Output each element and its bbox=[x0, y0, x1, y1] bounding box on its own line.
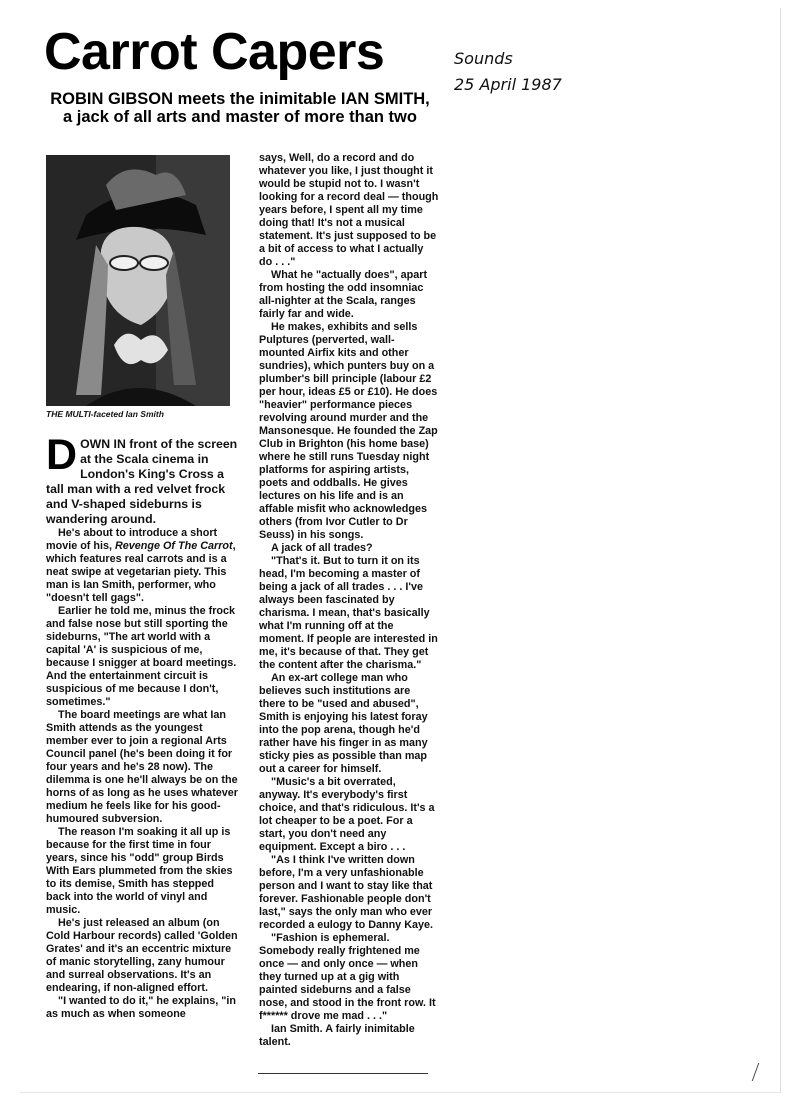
portrait-illustration bbox=[46, 155, 230, 406]
paragraph: He makes, exhibits and sells Pulptures (perverted, wall-mounted Airfix kits and other sundries), which punters buy on a plumber's bill principle (labour £2 per hour, ideas £5 or £10). He does "heavier" performance pieces revolving around murder and the Mansonesque. He founded the Zap Club in Brighton (his home base) where he still runs Tuesday night platforms for aspiring artists, poets and oddballs. He gives lectures on his life and is an affable misfit who acknowledges others (from Ivor Cutler to Dr Seuss) in his songs. bbox=[259, 321, 438, 541]
lead-text: OWN IN front of the screen at the Scala cinema in London's King's Cross a tall man with a red velvet frock and V-shaped sideburns is wandering around. bbox=[46, 437, 238, 526]
paragraph: What he "actually does", apart from hosting the odd insomniac all-nighter at the Scala, ranges fairly far and wide. bbox=[259, 269, 428, 320]
headline: Carrot Capers bbox=[44, 23, 385, 81]
paragraph: Earlier he told me, minus the frock and false nose but still sporting the sideburns, "The art world with a capital 'A' is suspicious of me, because I snigger at board meetings. And the entertainment circuit is suspicious of me because I don't, sometimes." bbox=[46, 605, 237, 708]
paragraph: The reason I'm soaking it all up is because for the first time in four years, since his "odd" group Birds With Ears plummeted from the skies to its demise, Smith has stepped back into the world of vinyl and music. bbox=[46, 826, 233, 916]
paragraph: "That's it. But to turn it on its head, I'm becoming a master of being a jack of all trades . . . I've always been fascinated by charisma. I mean, that's basically what I'm running off at the moment. If people are interested in me, it's because of that. They get the content after the charisma." bbox=[259, 555, 438, 671]
paragraph: He's about to introduce a short movie of his, Revenge Of The Carrot, which features real carrots and is a neat swipe at vegetarian piety. This man is Ian Smith, performer, who "doesn't tell gags". bbox=[46, 527, 236, 604]
portrait-photo bbox=[46, 155, 230, 406]
film-title: Revenge Of The Carrot bbox=[115, 540, 233, 552]
annotation-date: 25 April 1987 bbox=[454, 75, 562, 94]
handwritten-annotation bbox=[454, 46, 614, 98]
paragraph: "As I think I've written down before, I'm a very unfashionable person and I want to stay like that forever. Fashionable people don't last," says the only man who ever recorded a eulogy to Danny Kaye. bbox=[259, 854, 433, 931]
article-column-right bbox=[259, 152, 439, 1082]
paragraph: An ex-art college man who believes such institutions are there to be "used and abused", Smith is enjoying his latest foray into the pop arena, though he'd rather have his finger in as many sticky pies as possible than map out a career for himself. bbox=[259, 672, 428, 775]
paragraph: The board meetings are what Ian Smith attends as the youngest member ever to join a regional Arts Council panel (he's been doing it for four years and he's 28 now). The dilemma is one he'll always be on the horns of as long as he uses whatever medium he feels like for his good-humoured subversion. bbox=[46, 709, 238, 825]
paragraph: "Music's a bit overrated, anyway. It's everybody's first choice, and that's ridiculous. It's a lot cheaper to be a poet. For a start, you don't need any equipment. Except a biro . . . bbox=[259, 776, 435, 853]
paragraph: "Fashion is ephemeral. Somebody really frightened me once — and only once — when they turned up at a gig with painted sideburns and a false nose, and stood in the front row. It f****** drove me mad . . ." bbox=[259, 932, 436, 1022]
standfirst: ROBIN GIBSON meets the inimitable IAN SMITH, a jack of all arts and master of more than two bbox=[50, 90, 430, 126]
paragraph: Ian Smith. A fairly inimitable talent. bbox=[259, 1023, 415, 1048]
paragraph: "I wanted to do it," he explains, "in as much as when someone bbox=[46, 995, 236, 1020]
paragraph: He's just released an album (on Cold Harbour records) called 'Golden Grates' and it's an eccentric mixture of manic storytelling, zany humour and surreal observations. It's an endearing, if non-aligned effort. bbox=[46, 917, 238, 994]
paragraph: A jack of all trades? bbox=[271, 542, 373, 554]
annotation-publication: Sounds bbox=[454, 49, 513, 68]
lead-paragraph bbox=[46, 437, 238, 527]
paragraph: says, Well, do a record and do whatever you like, I just thought it would be stupid not to. I wasn't looking for a record deal — though years before, I spent all my time doing that! It's not a musical statement. It's just supposed to be a bit of access to what I actually do . . ." bbox=[259, 152, 439, 268]
article-column-left bbox=[46, 437, 238, 1077]
photo-caption: THE MULTI-faceted Ian Smith bbox=[46, 409, 164, 419]
drop-cap: D bbox=[46, 437, 78, 479]
column-end-rule bbox=[258, 1073, 428, 1074]
